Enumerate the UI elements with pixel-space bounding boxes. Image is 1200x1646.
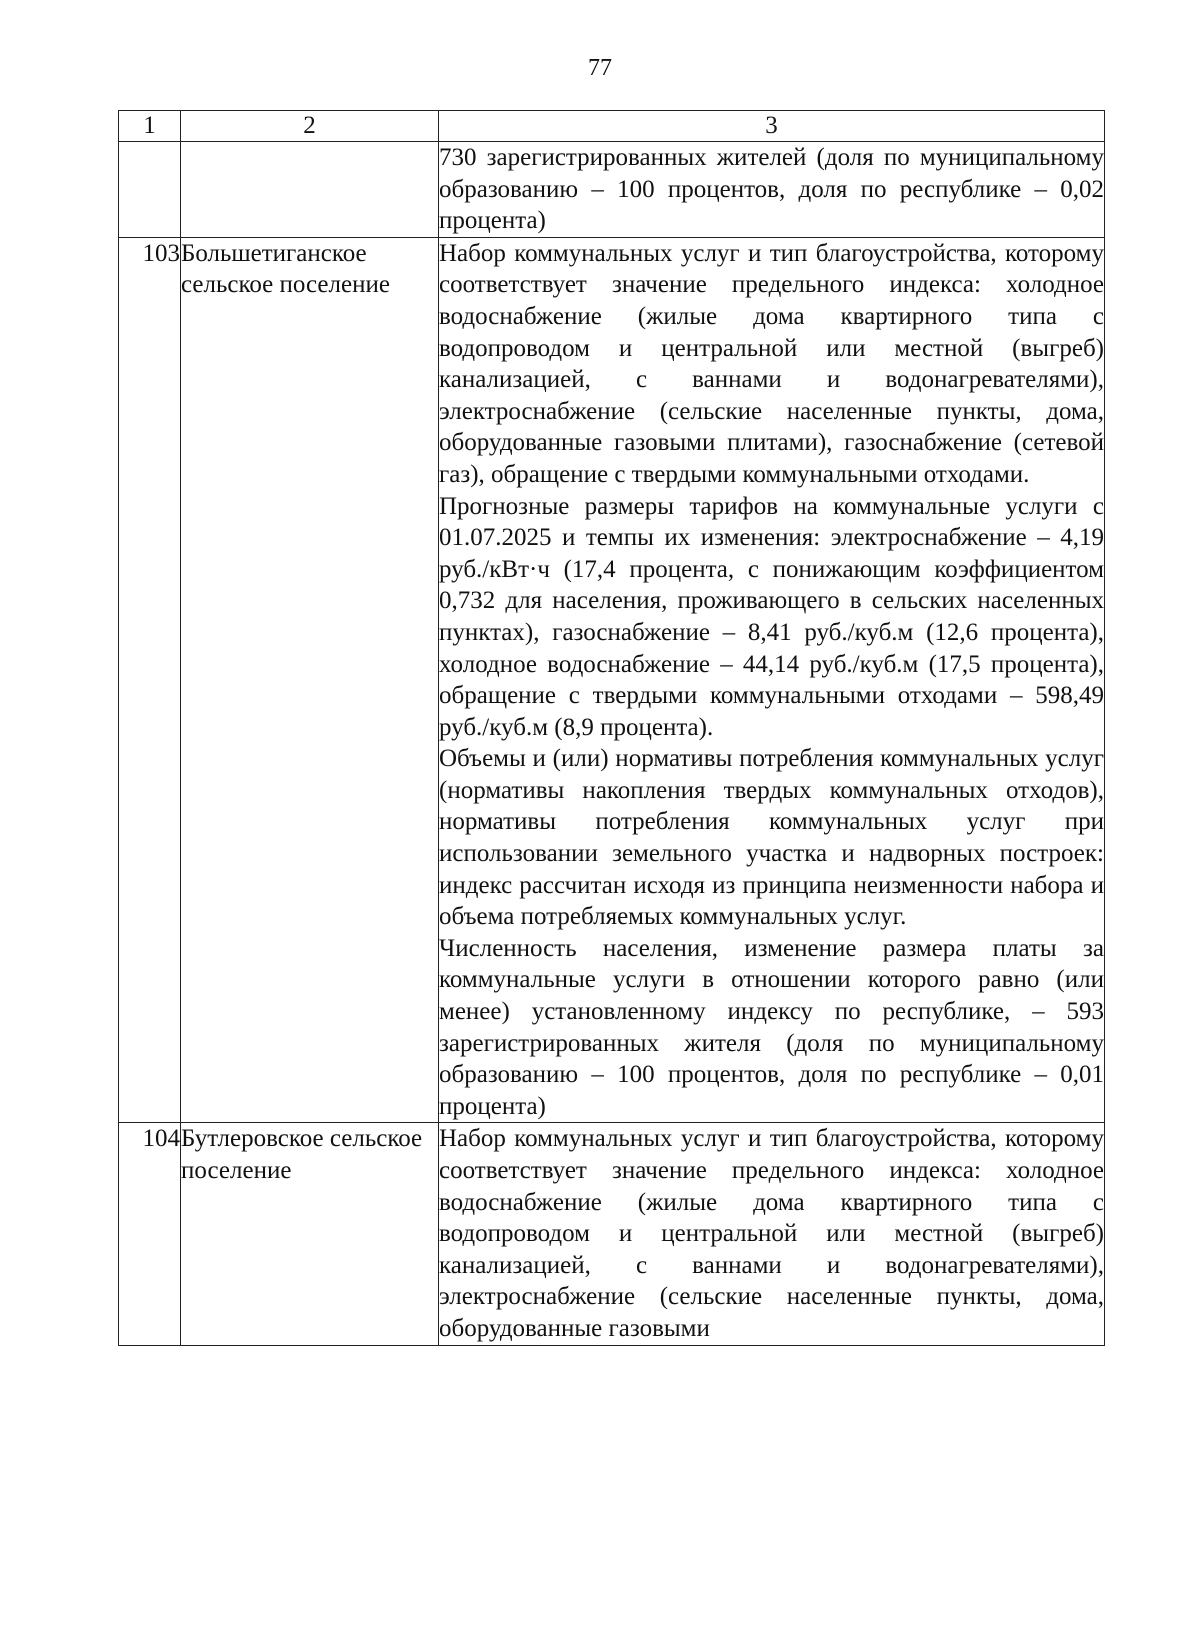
settlement-name <box>181 142 439 238</box>
row-number: 104 <box>119 1123 181 1345</box>
page-number: 77 <box>588 55 612 81</box>
table-row <box>119 237 1105 1123</box>
row-number: 103 <box>119 237 181 1123</box>
settlement-name: Бутлеровское сельское поселение <box>181 1123 439 1345</box>
row-number <box>119 142 181 238</box>
row-description <box>439 142 1105 238</box>
description-paragraph: Набор коммунальных услуг и тип благоустройства, которому соответствует значение предельного индекса: холодное водоснабжение (жилые дома квартирного типа с водопроводом и центральной или местной (выгреб) канализацией, с ваннами и водонагревателями), электроснабжение (сельские населенные пункты, дома, оборудованные газовыми <box>439 1125 1104 1342</box>
description-paragraph: Объемы и (или) нормативы потребления коммунальных услуг (нормативы накопления твердых коммунальных отходов), нормативы потребления коммунальных услуг при использовании земельного участка и надворных построек: индекс рассчитан исходя из принципа неизменности набора и объема потребляемых коммунальных услуг. <box>439 745 1104 931</box>
column-header-1: 1 <box>119 111 181 142</box>
description-paragraph: Прогнозные размеры тарифов на коммунальные услуги с 01.07.2025 и темпы их изменения: электроснабжение – 4,19 руб./кВт·ч (17,4 процента, с понижающим коэффициентом 0,732 для населения, проживающего в сельских населенных пунктах), газоснабжение – 8,41 руб./куб.м (12,6 процента), холодное водоснабжение – 44,14 руб./куб.м (17,5 процента), обращение с твердыми коммунальными отходами – 598,49 руб./куб.м (8,9 процента). <box>439 492 1104 741</box>
row-description <box>439 237 1105 1123</box>
description-paragraph: Численность населения, изменение размера платы за коммунальные услуги в отношении которого равно (или менее) установленному индексу по республике, – 593 зарегистрированных жителя (доля по муниципальному образованию – 100 процентов, доля по республике – 0,01 процента) <box>439 934 1104 1120</box>
table-row <box>119 1123 1105 1345</box>
column-header-2: 2 <box>181 111 439 142</box>
table-row <box>119 142 1105 238</box>
column-header-3: 3 <box>439 111 1105 142</box>
tariff-table <box>118 110 1105 1346</box>
description-paragraph: 730 зарегистрированных жителей (доля по муниципальному образованию – 100 процентов, доля по республике – 0,02 процента) <box>439 144 1104 235</box>
row-description <box>439 1123 1105 1345</box>
settlement-name: Большетиганское сельское поселение <box>181 237 439 1123</box>
table-header-row <box>119 111 1105 142</box>
description-paragraph: Набор коммунальных услуг и тип благоустройства, которому соответствует значение предельного индекса: холодное водоснабжение (жилые дома квартирного типа с водопроводом и центральной или местной (выгреб) канализацией, с ваннами и водонагревателями), электроснабжение (сельские населенные пункты, дома, оборудованные газовыми плитами), газоснабжение (сетевой газ), обращение с твердыми коммунальными отходами. <box>439 239 1104 488</box>
